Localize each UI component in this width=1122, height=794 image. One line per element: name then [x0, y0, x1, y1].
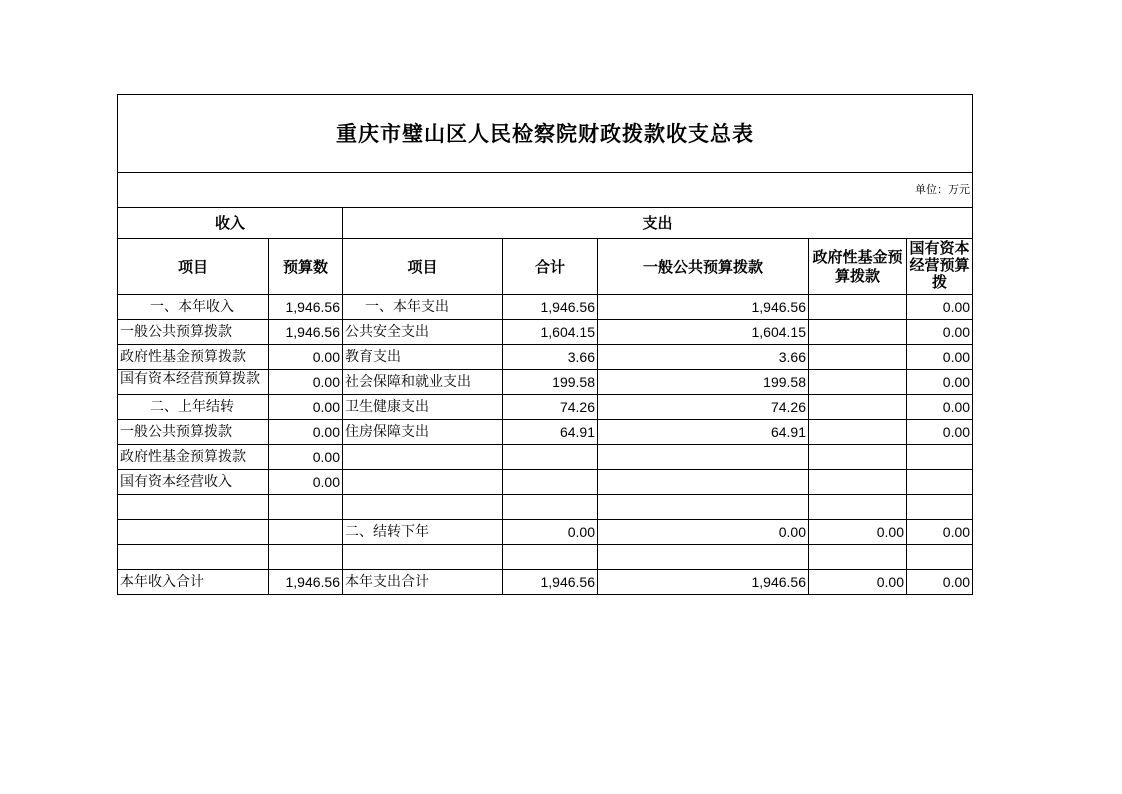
income-item-cell: 政府性基金预算拨款: [118, 445, 269, 470]
table-row: [118, 570, 973, 595]
gov-fund-cell: [809, 345, 907, 370]
general-budget-cell: [598, 495, 809, 520]
state-capital-cell: [907, 445, 973, 470]
col-state-capital: 国有资本经营预算拨: [907, 239, 973, 295]
income-item-cell: 二、上年结转: [118, 395, 269, 420]
income-budget-cell: 0.00: [269, 420, 343, 445]
state-capital-cell: 0.00: [907, 570, 973, 595]
general-budget-cell: 3.66: [598, 345, 809, 370]
expense-item-cell: 二、结转下年: [343, 520, 503, 545]
col-gov-fund: 政府性基金预算拨款: [809, 239, 907, 295]
col-income-budget: 预算数: [269, 239, 343, 295]
table-row: [118, 495, 973, 520]
total-cell: 1,604.15: [503, 320, 598, 345]
table-row: [118, 320, 973, 345]
expense-item-cell: [343, 445, 503, 470]
state-capital-cell: 0.00: [907, 420, 973, 445]
finance-summary-table: [117, 94, 973, 595]
income-budget-cell: [269, 495, 343, 520]
income-item-cell: 本年收入合计: [118, 570, 269, 595]
col-total: 合计: [503, 239, 598, 295]
general-budget-cell: 1,604.15: [598, 320, 809, 345]
income-budget-cell: 0.00: [269, 445, 343, 470]
income-budget-cell: 0.00: [269, 345, 343, 370]
income-section-header: 收入: [118, 208, 343, 239]
state-capital-cell: 0.00: [907, 345, 973, 370]
expense-item-cell: [343, 495, 503, 520]
expense-item-cell: 本年支出合计: [343, 570, 503, 595]
unit-row: [118, 173, 973, 208]
col-income-item: 项目: [118, 239, 269, 295]
income-item-cell: 一般公共预算拨款: [118, 320, 269, 345]
total-cell: 199.58: [503, 370, 598, 395]
total-cell: [503, 545, 598, 570]
state-capital-cell: 0.00: [907, 295, 973, 320]
col-general-budget: 一般公共预算拨款: [598, 239, 809, 295]
gov-fund-cell: 0.00: [809, 570, 907, 595]
gov-fund-cell: [809, 545, 907, 570]
state-capital-cell: 0.00: [907, 320, 973, 345]
general-budget-cell: [598, 445, 809, 470]
expense-item-cell: [343, 545, 503, 570]
gov-fund-cell: [809, 295, 907, 320]
table-row: [118, 520, 973, 545]
gov-fund-cell: [809, 320, 907, 345]
expense-item-cell: 一、本年支出: [343, 295, 503, 320]
state-capital-cell: [907, 495, 973, 520]
table-row: [118, 345, 973, 370]
expense-item-cell: 教育支出: [343, 345, 503, 370]
gov-fund-cell: [809, 395, 907, 420]
state-capital-cell: [907, 545, 973, 570]
expense-item-cell: 卫生健康支出: [343, 395, 503, 420]
gov-fund-cell: [809, 470, 907, 495]
expense-item-cell: 公共安全支出: [343, 320, 503, 345]
total-cell: 64.91: [503, 420, 598, 445]
table-row: [118, 445, 973, 470]
general-budget-cell: 1,946.56: [598, 570, 809, 595]
total-cell: 3.66: [503, 345, 598, 370]
income-item-cell: [118, 545, 269, 570]
general-budget-cell: [598, 470, 809, 495]
general-budget-cell: 1,946.56: [598, 295, 809, 320]
gov-fund-cell: [809, 370, 907, 395]
title-row: [118, 95, 973, 173]
income-item-cell: [118, 520, 269, 545]
total-cell: [503, 470, 598, 495]
gov-fund-cell: [809, 445, 907, 470]
income-item-cell: [118, 495, 269, 520]
table-row: [118, 420, 973, 445]
total-cell: 74.26: [503, 395, 598, 420]
income-item-cell: 国有资本经营预算拨款: [118, 370, 269, 395]
total-cell: [503, 495, 598, 520]
expense-section-header: 支出: [343, 208, 973, 239]
total-cell: [503, 445, 598, 470]
state-capital-cell: [907, 470, 973, 495]
income-item-cell: 政府性基金预算拨款: [118, 345, 269, 370]
section-header-row: [118, 208, 973, 239]
expense-item-cell: 社会保障和就业支出: [343, 370, 503, 395]
income-budget-cell: 0.00: [269, 395, 343, 420]
general-budget-cell: 64.91: [598, 420, 809, 445]
general-budget-cell: 199.58: [598, 370, 809, 395]
col-expense-item: 项目: [343, 239, 503, 295]
general-budget-cell: [598, 545, 809, 570]
expense-item-cell: [343, 470, 503, 495]
table-row: [118, 370, 973, 395]
total-cell: 1,946.56: [503, 295, 598, 320]
table-body: [118, 295, 973, 595]
state-capital-cell: 0.00: [907, 395, 973, 420]
gov-fund-cell: [809, 495, 907, 520]
income-budget-cell: 0.00: [269, 370, 343, 395]
table-row: [118, 470, 973, 495]
page-title: 重庆市璧山区人民检察院财政拨款收支总表: [118, 95, 973, 173]
table-row: [118, 295, 973, 320]
income-item-cell: 一、本年收入: [118, 295, 269, 320]
unit-label: 单位：万元: [118, 173, 973, 208]
income-item-cell: 一般公共预算拨款: [118, 420, 269, 445]
state-capital-cell: 0.00: [907, 370, 973, 395]
income-budget-cell: [269, 545, 343, 570]
income-budget-cell: 1,946.56: [269, 320, 343, 345]
expense-item-cell: 住房保障支出: [343, 420, 503, 445]
general-budget-cell: 0.00: [598, 520, 809, 545]
income-budget-cell: 1,946.56: [269, 295, 343, 320]
income-budget-cell: [269, 520, 343, 545]
column-header-row: [118, 239, 973, 295]
table-row: [118, 545, 973, 570]
state-capital-cell: 0.00: [907, 520, 973, 545]
total-cell: 1,946.56: [503, 570, 598, 595]
income-item-cell: 国有资本经营收入: [118, 470, 269, 495]
income-budget-cell: 1,946.56: [269, 570, 343, 595]
gov-fund-cell: [809, 420, 907, 445]
general-budget-cell: 74.26: [598, 395, 809, 420]
gov-fund-cell: 0.00: [809, 520, 907, 545]
total-cell: 0.00: [503, 520, 598, 545]
income-budget-cell: 0.00: [269, 470, 343, 495]
table-row: [118, 395, 973, 420]
